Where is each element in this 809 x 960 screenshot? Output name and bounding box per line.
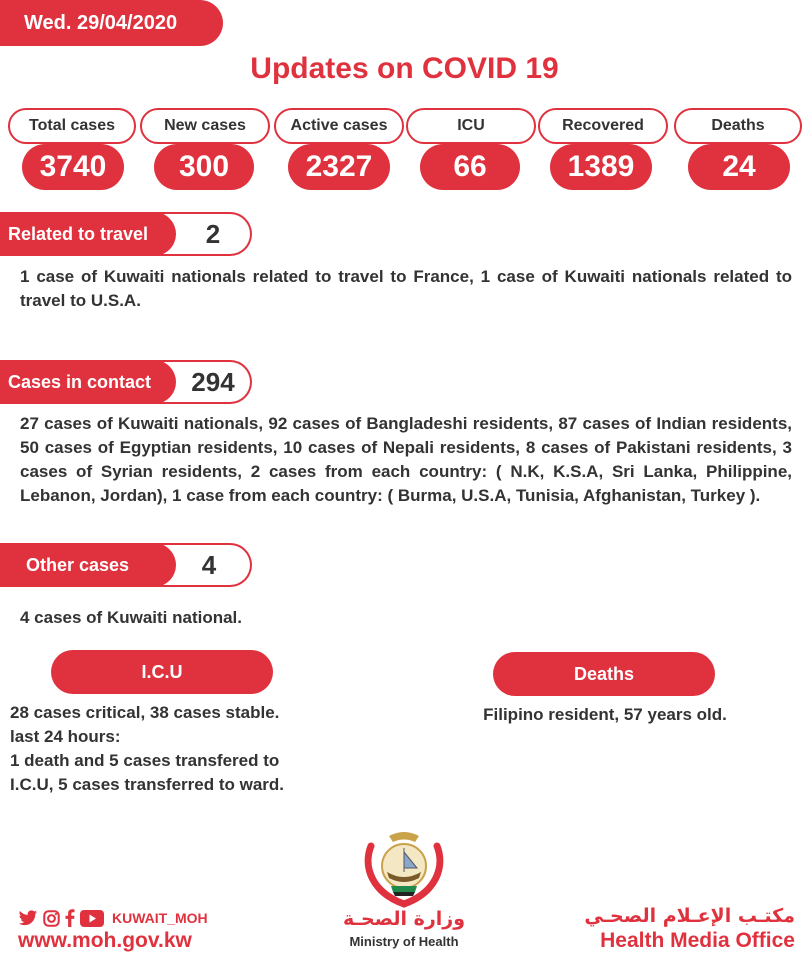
stat-label-active: Active cases — [274, 108, 404, 144]
icu-line: 28 cases critical, 38 cases stable. — [10, 703, 280, 722]
icu-header: I.C.U — [51, 650, 273, 694]
icu-line: last 24 hours: — [10, 727, 121, 746]
travel-label: Related to travel — [0, 212, 176, 256]
icu-line: I.C.U, 5 cases transferred to ward. — [10, 775, 284, 794]
stat-value-new: 300 — [154, 144, 254, 190]
stat-label-recovered: Recovered — [538, 108, 668, 144]
stat-label-deaths: Deaths — [674, 108, 802, 144]
stat-value-icu: 66 — [420, 144, 520, 190]
twitter-icon[interactable] — [18, 910, 38, 927]
contact-text: 27 cases of Kuwaiti nationals, 92 cases of Bangladeshi residents, 87 cases of Indian residents, 50 cases of Egyptian residents, 10 cases of Nepali residents, 8 cases of Pakistani residents, 3 cases of Syrian residents, 2 cases from each country: ( N.K, K.S.A, Sri Lanka, Philippine, Lebanon, Jordan), 1 case from each country: ( Burma, U.S.A, Tunisia, Afghanistan, Turkey ). — [20, 414, 792, 505]
contact-count: 294 — [191, 367, 235, 397]
stat-value-total: 3740 — [22, 144, 124, 190]
travel-text: 1 case of Kuwaiti nationals related to travel to France, 1 case of Kuwaiti nationals related to travel to U.S.A. — [20, 267, 792, 310]
facebook-icon[interactable] — [65, 909, 75, 927]
travel-count: 2 — [205, 219, 221, 249]
other-label: Other cases — [0, 543, 176, 587]
ministry-name-english: Ministry of Health — [349, 934, 459, 949]
icu-details — [10, 701, 370, 797]
page-title: Updates on COVID 19 — [250, 52, 559, 85]
emblem-icon — [361, 826, 447, 908]
social-icons-row — [18, 908, 208, 928]
icu-line: 1 death and 5 cases transfered to — [10, 751, 280, 770]
contact-section-header — [0, 360, 252, 404]
website-link[interactable]: www.moh.gov.kw — [18, 929, 192, 952]
other-text: 4 cases of Kuwaiti national. — [20, 608, 243, 627]
ministry-name-arabic: وزارة الصحـة — [342, 908, 466, 930]
date-badge — [0, 0, 223, 46]
other-count: 4 — [201, 550, 217, 580]
deaths-header: Deaths — [493, 652, 715, 696]
stat-value-recovered: 1389 — [550, 144, 652, 190]
office-name-english: Health Media Office — [600, 929, 795, 952]
ministry-emblem — [361, 826, 447, 908]
stat-label-total: Total cases — [8, 108, 136, 144]
youtube-icon[interactable] — [80, 910, 104, 927]
social-handle[interactable]: KUWAIT_MOH — [112, 910, 208, 926]
stat-label-icu: ICU — [406, 108, 536, 144]
deaths-text: Filipino resident, 57 years old. — [483, 705, 727, 724]
stat-label-new: New cases — [140, 108, 270, 144]
instagram-icon[interactable] — [43, 910, 60, 927]
contact-label: Cases in contact — [0, 360, 176, 404]
travel-section-header — [0, 212, 252, 256]
stat-value-active: 2327 — [288, 144, 390, 190]
stat-value-deaths: 24 — [688, 144, 790, 190]
office-name-arabic: مكتـب الإعـلام الصحـي — [584, 905, 795, 927]
date-text: Wed. 29/04/2020 — [24, 12, 178, 34]
other-section-header — [0, 543, 252, 587]
